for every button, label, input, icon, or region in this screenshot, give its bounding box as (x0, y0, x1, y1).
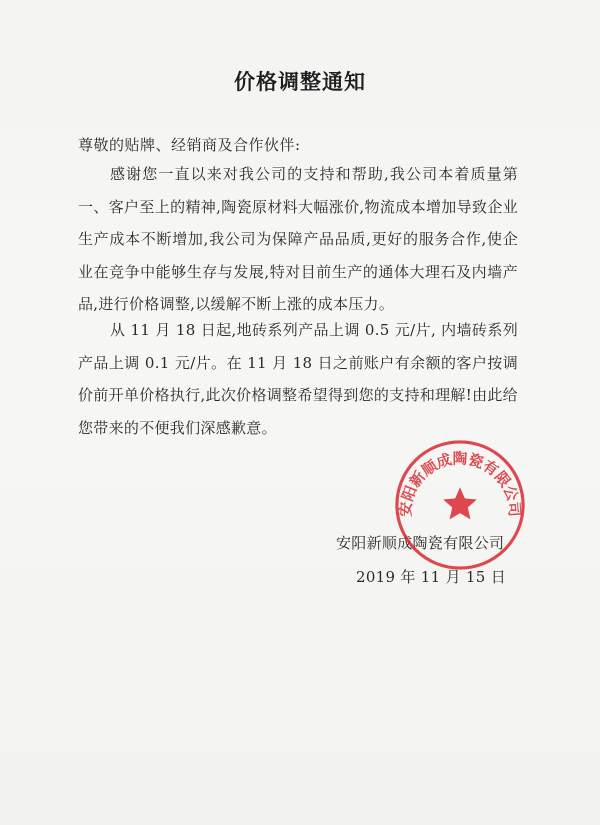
signer-company: 安阳新顺成陶瓷有限公司 (336, 534, 505, 552)
salutation: 尊敬的贴牌、经销商及合作伙伴: (78, 136, 301, 154)
notice-title: 价格调整通知 (234, 70, 366, 94)
company-seal-stamp (391, 436, 529, 574)
seal-star-icon (443, 487, 477, 519)
seal-text: 安阳新顺成陶瓷有限公司 (397, 450, 523, 518)
paragraph-1: 感谢您一直以来对我公司的支持和帮助,我公司本着质量第一、客户至上的精神,陶瓷原材料大幅涨价,物流成本增加导致企业生产成本不断增加,我公司为保障产品品质,更好的服务合作,使企业在竞争中能够生存与发展,特对目前生产的通体大理石及内墙产品,进行价格调整,以缓解不断上涨的成本压力。 (78, 165, 518, 313)
paragraph-2: 从 11 月 18 日起,地砖系列产品上调 0.5 元/片, 内墙砖系列产品上调 0.1 元/片。在 11 月 18 日之前账户有余额的客户按调价前开单价格执行,此次价格调整希望得到您的支持和理解!由此给您带来的不便我们深感歉意。 (78, 321, 518, 437)
signature-date: 2019 年 11 月 15 日 (356, 568, 506, 586)
